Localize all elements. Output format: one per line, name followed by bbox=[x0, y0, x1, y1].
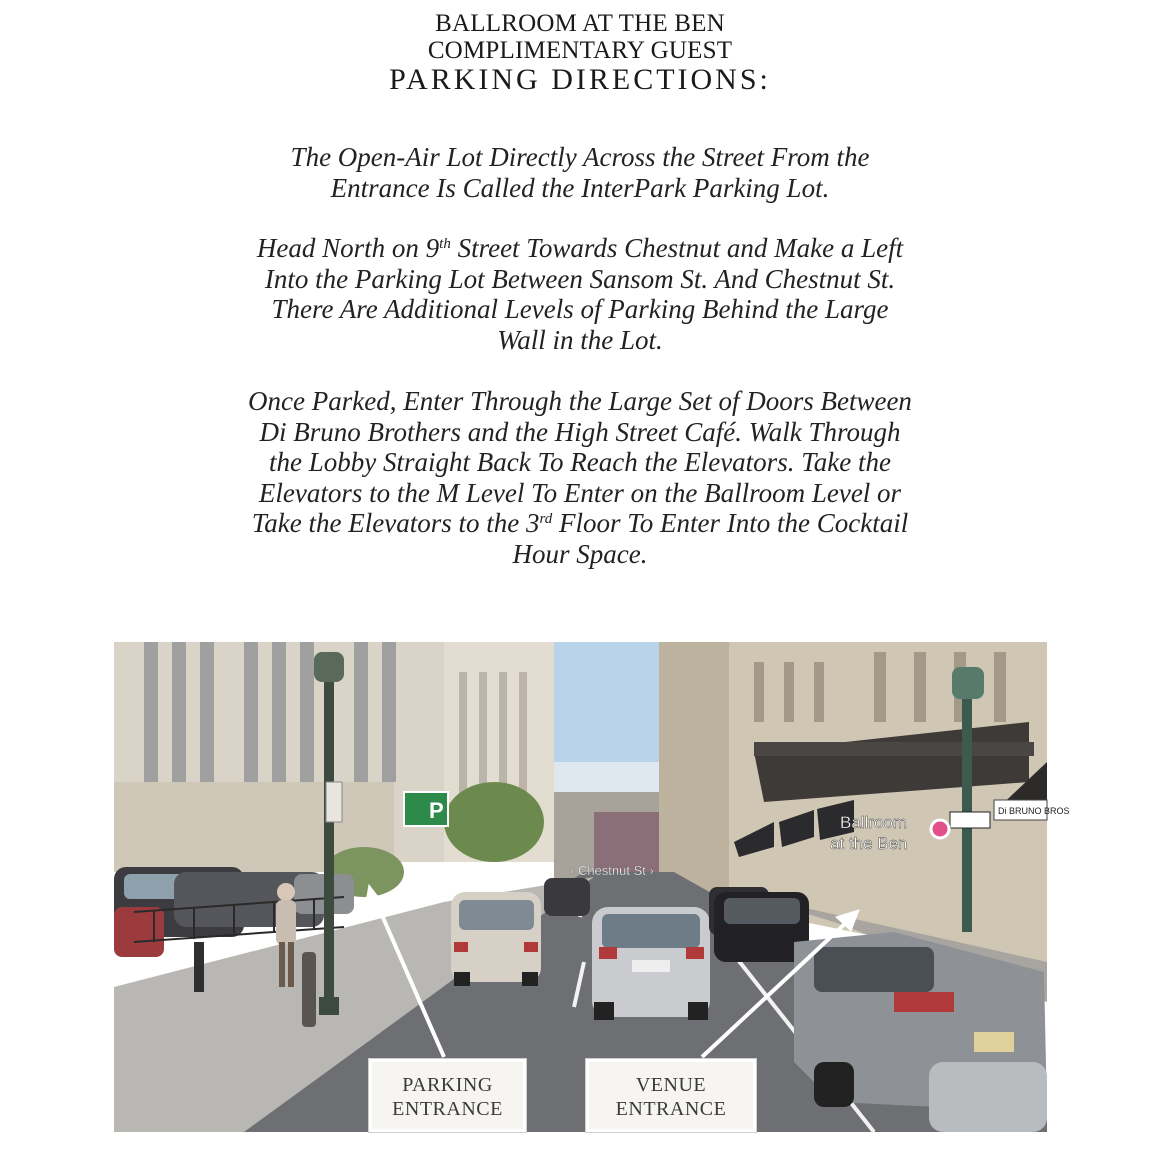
svg-text:P: P bbox=[429, 798, 444, 823]
street-label: ‹ Chestnut St › bbox=[570, 863, 654, 878]
parking-sign bbox=[404, 792, 448, 826]
car-partial-bottom-right bbox=[929, 1062, 1047, 1132]
trees-left bbox=[444, 782, 544, 862]
paragraph-lot-name: The Open-Air Lot Directly Across the Street From the Entrance Is Called the InterPark Parking Lot. bbox=[290, 142, 870, 203]
parking-entrance-label: PARKING ENTRANCE bbox=[369, 1059, 526, 1132]
header-heading: PARKING DIRECTIONS: bbox=[389, 63, 771, 96]
svg-text:Di BRUNO BROS: Di BRUNO BROS bbox=[998, 806, 1070, 816]
street-view-photo bbox=[114, 642, 1070, 1132]
venue-entrance-label: VENUE ENTRANCE bbox=[586, 1059, 756, 1132]
svg-text:Ballroom: Ballroom bbox=[840, 813, 908, 832]
header-title: BALLROOM AT THE BEN bbox=[435, 10, 725, 37]
car-white-left bbox=[451, 892, 541, 986]
header-subtitle: COMPLIMENTARY GUEST bbox=[427, 37, 733, 64]
paragraph-walking-directions: Once Parked, Enter Through the Large Set of Doors Between Di Bruno Brothers and the High Street Café. Walk Through the Lobby Straight Back To Reach the Elevators. Take the Elevators to the M Level To Enter on the Ballroom Level or Take the Elevators to the 3rd Floor To Enter Into the Cocktail Hour Space. bbox=[248, 386, 912, 569]
document-header bbox=[0, 10, 1160, 96]
svg-text:at the Ben: at the Ben bbox=[830, 834, 908, 853]
car-silver-center bbox=[592, 907, 710, 1020]
paragraph-driving-directions: Head North on 9th Street Towards Chestnut and Make a Left Into the Parking Lot Between Sansom St. And Chestnut St. There Are Additional Levels of Parking Behind the Large Wall in the Lot. bbox=[256, 233, 904, 355]
